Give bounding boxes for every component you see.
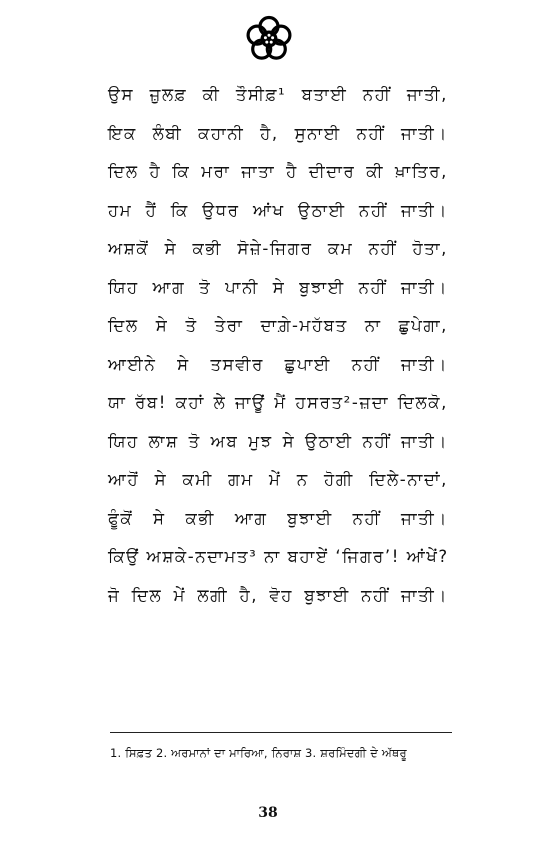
- poem-line: ਯਾ ਰੱਬ! ਕਹਾਂ ਲੇ ਜਾਊਂ ਮੈਂ ਹਸਰਤ²-ਜ਼ਦਾ ਦਿਲਕੋ,: [108, 393, 448, 412]
- poem-line: ਯਿਹ ਆਗ ਤੋ ਪਾਨੀ ਸੇ ਬੁਝਾਈ ਨਹੀਂ ਜਾਤੀ।: [108, 277, 448, 297]
- poem-line: ਜੋ ਦਿਲ ਮੇਂ ਲਗੀ ਹੈ, ਵੋਹ ਬੁਝਾਈ ਨਹੀਂ ਜਾਤੀ।: [108, 585, 448, 605]
- poem-line: ਹਮ ਹੈਂ ਕਿ ਉਧਰ ਆਂਖ ਉਠਾਈ ਨਹੀਂ ਜਾਤੀ।: [108, 200, 448, 220]
- page-number: 38: [258, 805, 278, 821]
- poem-line: ਆਹੋਂ ਸੇ ਕਮੀ ਗਮ ਮੇਂ ਨ ਹੋਗੀ ਦਿਲੇ-ਨਾਦਾਂ,: [108, 470, 448, 489]
- poem: [108, 80, 448, 619]
- footnotes: 1. ਸਿਫ਼ਤ 2. ਅਰਮਾਨਾਂ ਦਾ ਮਾਰਿਆ, ਨਿਰਾਸ਼ 3. ਸ਼ਰਮਿੰਦਗੀ ਦੇ ਅੱਥਰੂ: [110, 746, 407, 760]
- poem-line: ਯਿਹ ਲਾਸ਼ ਤੋ ਅਬ ਮੁਝ ਸੇ ਉਠਾਈ ਨਹੀਂ ਜਾਤੀ।: [108, 431, 448, 451]
- poem-line: ਫੂੰਕੋਂ ਸੇ ਕਭੀ ਆਗ ਬੁਝਾਈ ਨਹੀਂ ਜਾਤੀ।: [108, 508, 448, 528]
- poem-line: ਅਸ਼ਕੋਂ ਸੇ ਕਭੀ ਸੋਜ਼ੇ-ਜਿਗਰ ਕਮ ਨਹੀਂ ਹੋਤਾ,: [108, 239, 448, 258]
- poem-line: ਕਿਉਂ ਅਸ਼ਕੇ-ਨਦਾਮਤ³ ਨਾ ਬਹਾਏਂ ‘ਜਿਗਰ’! ਆਂਖੇਂ?: [108, 547, 449, 566]
- poem-line: ਦਿਲ ਹੈ ਕਿ ਮਰਾ ਜਾਤਾ ਹੈ ਦੀਦਾਰ ਕੀ ਖ਼ਾਤਿਰ,: [108, 162, 448, 181]
- flower-icon: [244, 14, 294, 64]
- poem-line: ਦਿਲ ਸੇ ਤੋ ਤੇਰਾ ਦਾਗ਼ੇ-ਮਹੱਬਤ ਨਾ ਛੁਪੇਗਾ,: [108, 316, 448, 335]
- footnote-divider: [110, 732, 452, 733]
- poem-line: ਇਕ ਲੰਬੀ ਕਹਾਨੀ ਹੈ, ਸੁਨਾਈ ਨਹੀਂ ਜਾਤੀ।: [108, 123, 448, 143]
- poem-line: ਉਸ ਜ਼ੁਲਫ਼ ਕੀ ਤੌਸੀਫ਼¹ ਬਤਾਈ ਨਹੀਂ ਜਾਤੀ,: [108, 85, 448, 104]
- poem-line: ਆਈਨੇ ਸੇ ਤਸਵੀਰ ਛੁਪਾਈ ਨਹੀਂ ਜਾਤੀ।: [108, 354, 448, 374]
